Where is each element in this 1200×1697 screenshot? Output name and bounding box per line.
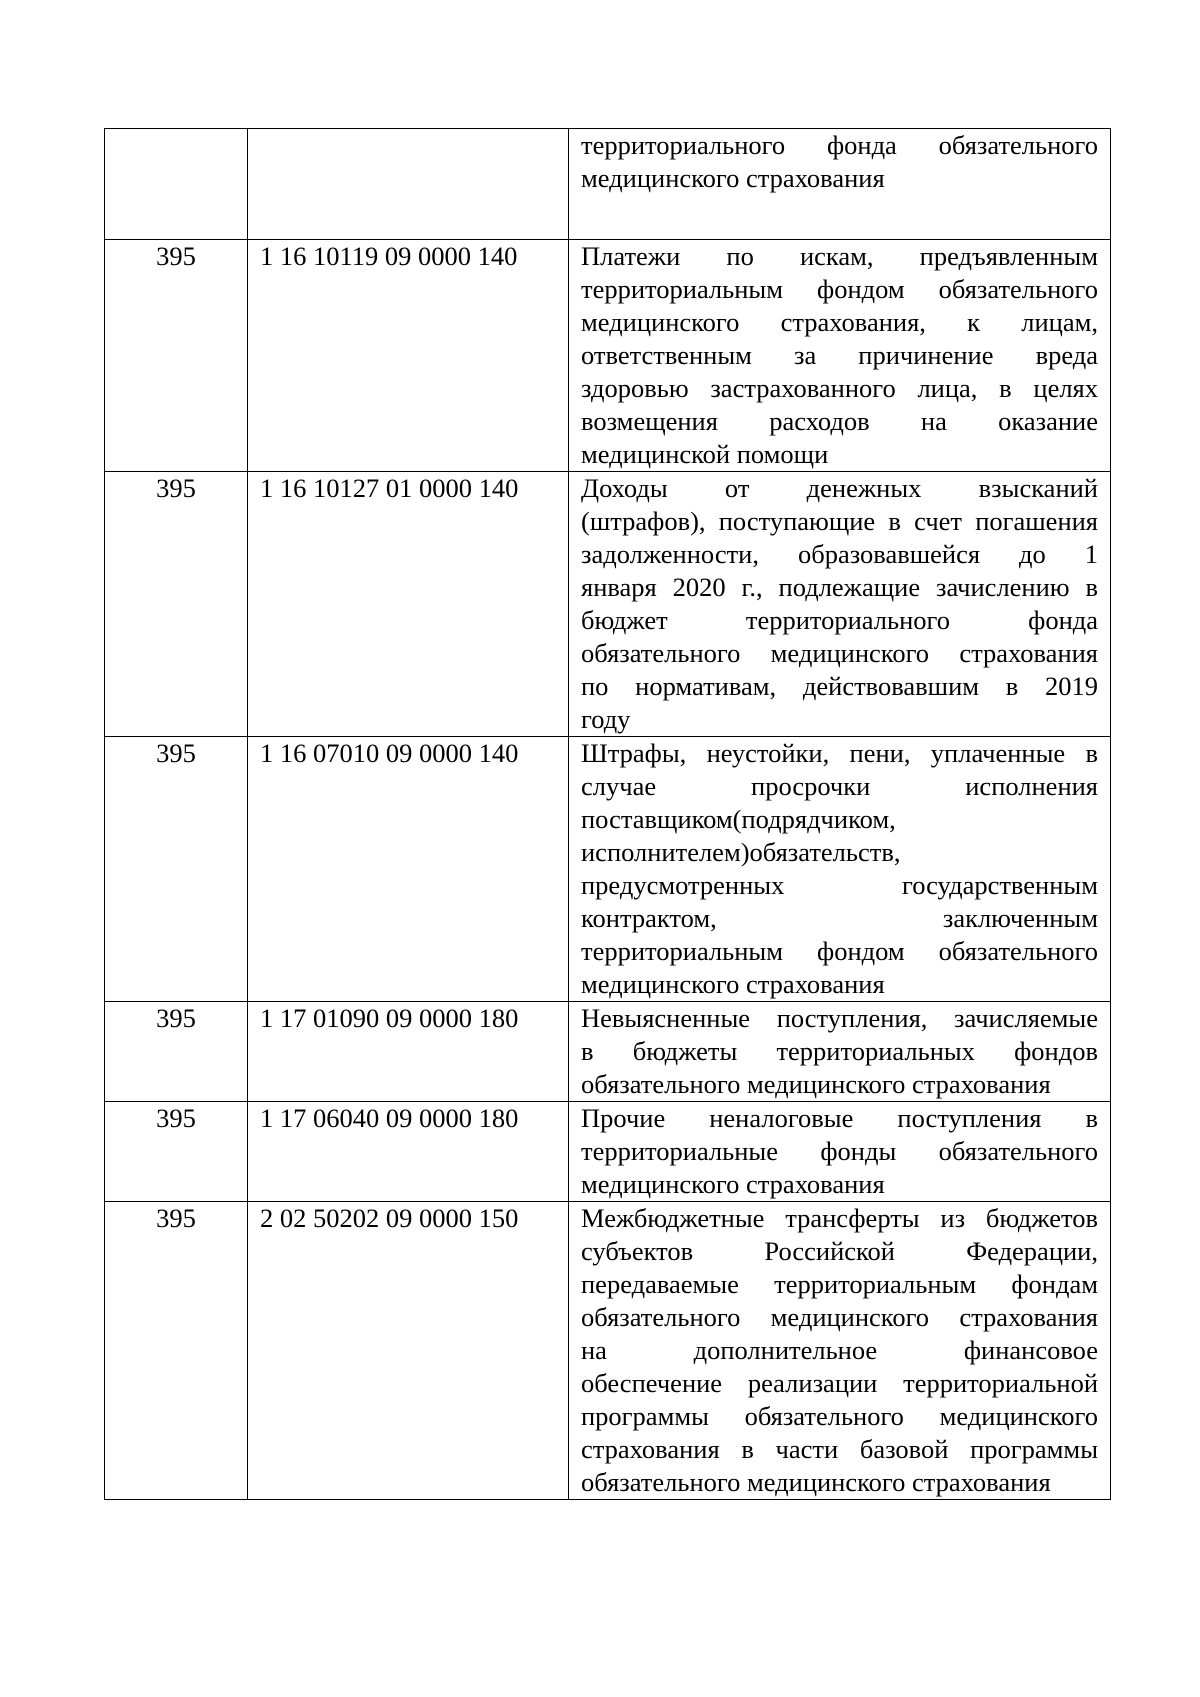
description-line: обязательного медицинского страхования: [581, 1467, 1051, 1497]
admin-code-cell: 395: [105, 1002, 248, 1102]
description-line: территориального фонда обязательного: [581, 130, 1098, 160]
admin-code-cell: 395: [105, 240, 248, 472]
description-line: страхования в части базовой программы: [581, 1434, 1098, 1464]
revenue-description-cell: [569, 240, 1111, 472]
description-line: случае просрочки исполнения: [581, 771, 1098, 801]
description-line: здоровью застрахованного лица, в целях: [581, 373, 1098, 403]
description-line: медицинского страхования: [581, 1169, 885, 1199]
budget-classification-code-cell: 2 02 50202 09 0000 150: [248, 1202, 569, 1500]
description-line: бюджет территориального фонда: [581, 605, 1098, 635]
description-line: января 2020 г., подлежащие зачислению в: [581, 572, 1098, 602]
description-line: обеспечение реализации территориальной: [581, 1368, 1098, 1398]
description-line: Невыясненные поступления, зачисляемые: [581, 1003, 1098, 1033]
description-line: исполнителем)обязательств,: [581, 837, 901, 867]
budget-classification-code-cell: 1 17 01090 09 0000 180: [248, 1002, 569, 1102]
description-line: ответственным за причинение вреда: [581, 340, 1098, 370]
description-line: территориальным фондом обязательного: [581, 936, 1098, 966]
admin-code-cell: 395: [105, 472, 248, 737]
description-line: на дополнительное финансовое: [581, 1335, 1098, 1365]
description-line: контрактом, заключенным: [581, 903, 1098, 933]
description-line: медицинского страхования: [581, 969, 885, 999]
budget-classification-code-cell: 1 16 10119 09 0000 140: [248, 240, 569, 472]
description-line: году: [581, 704, 631, 734]
description-line: медицинского страхования, к лицам,: [581, 307, 1098, 337]
description-line: субъектов Российской Федерации,: [581, 1236, 1098, 1266]
revenue-description-cell: [569, 129, 1111, 240]
admin-code-cell: 395: [105, 1202, 248, 1500]
table-row: [105, 1102, 1111, 1202]
table-row: [105, 1002, 1111, 1102]
description-line: обязательного медицинского страхования: [581, 1302, 1098, 1332]
description-line: программы обязательного медицинского: [581, 1401, 1098, 1431]
revenue-description-cell: [569, 1102, 1111, 1202]
description-line: задолженности, образовавшейся до 1: [581, 539, 1098, 569]
budget-classification-code-cell: [248, 129, 569, 240]
revenue-description-cell: [569, 1202, 1111, 1500]
table-body: [105, 129, 1111, 1500]
admin-code-cell: 395: [105, 737, 248, 1002]
revenue-description-cell: [569, 737, 1111, 1002]
description-line: предусмотренных государственным: [581, 870, 1098, 900]
description-line: территориальным фондом обязательного: [581, 274, 1098, 304]
description-line: территориальные фонды обязательного: [581, 1136, 1098, 1166]
budget-classification-code-cell: 1 17 06040 09 0000 180: [248, 1102, 569, 1202]
budget-classification-code-cell: 1 16 07010 09 0000 140: [248, 737, 569, 1002]
revenue-codes-table: [104, 128, 1111, 1500]
description-line: по нормативам, действовавшим в 2019: [581, 671, 1098, 701]
admin-code-cell: [105, 129, 248, 240]
description-line: в бюджеты территориальных фондов: [581, 1036, 1098, 1066]
table-row: [105, 129, 1111, 240]
budget-classification-code-cell: 1 16 10127 01 0000 140: [248, 472, 569, 737]
revenue-description-cell: [569, 472, 1111, 737]
description-line: Межбюджетные трансферты из бюджетов: [581, 1203, 1098, 1233]
table-row: [105, 472, 1111, 737]
description-line: Штрафы, неустойки, пени, уплаченные в: [581, 738, 1098, 768]
description-line: Доходы от денежных взысканий: [581, 473, 1098, 503]
description-line: передаваемые территориальным фондам: [581, 1269, 1098, 1299]
description-line: медицинского страхования: [581, 163, 885, 193]
table-row: [105, 737, 1111, 1002]
description-line: медицинской помощи: [581, 439, 829, 469]
table-row: [105, 240, 1111, 472]
description-line: обязательного медицинского страхования: [581, 1069, 1051, 1099]
table-row: [105, 1202, 1111, 1500]
description-line: обязательного медицинского страхования: [581, 638, 1098, 668]
description-line: Платежи по искам, предъявленным: [581, 241, 1098, 271]
admin-code-cell: 395: [105, 1102, 248, 1202]
revenue-description-cell: [569, 1002, 1111, 1102]
description-line: (штрафов), поступающие в счет погашения: [581, 506, 1098, 536]
description-line: Прочие неналоговые поступления в: [581, 1103, 1098, 1133]
description-line: поставщиком(подрядчиком,: [581, 804, 896, 834]
description-line: возмещения расходов на оказание: [581, 406, 1098, 436]
